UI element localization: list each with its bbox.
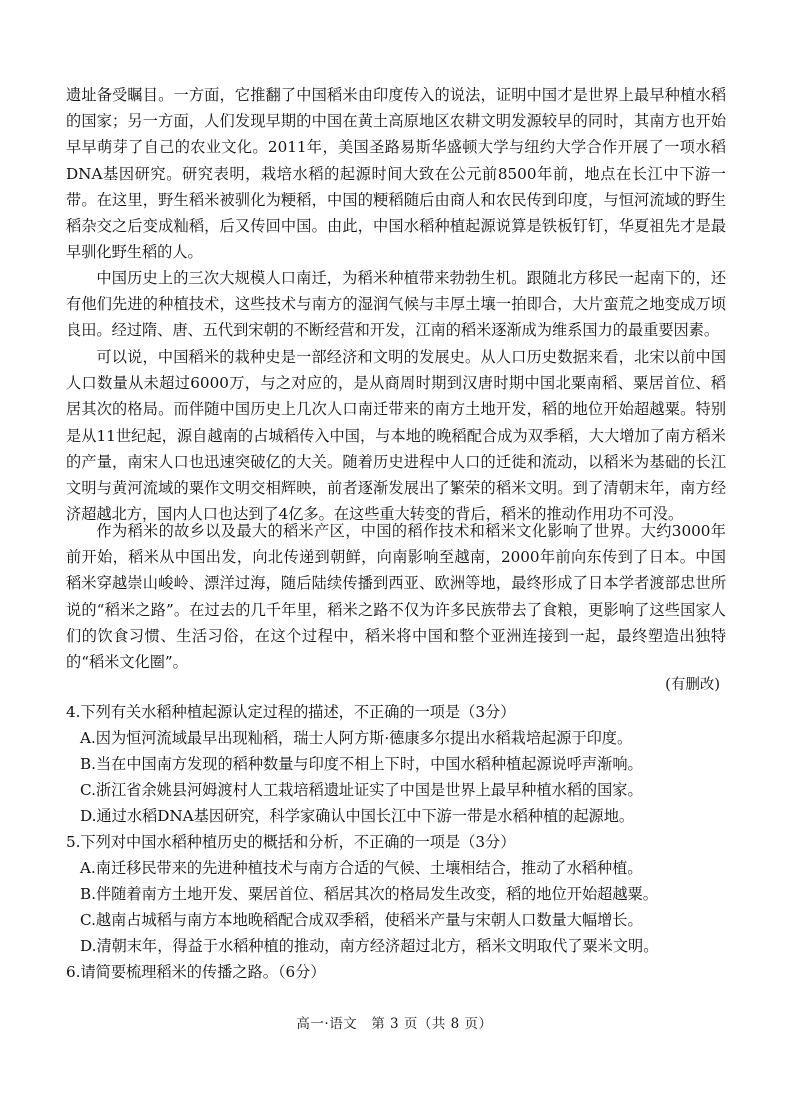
question-4-stem: 4.下列有关水稻种植起源认定过程的描述，不正确的一项是（3分） — [66, 703, 516, 721]
page-footer: 高一·语文 第 3 页（共 8 页） — [296, 1016, 493, 1032]
question-5-option-a: A.南迁移民带来的先进种植技术与南方合适的气候、土壤相结合，推动了水稻种植。 — [80, 859, 643, 877]
passage-paragraph-2: 中国历史上的三次大规模人口南迁，为稻米种植带来勃勃生机。跟随北方移民一起南下的，还有他们先进的种植技术，这些技术与南方的湿润气候与丰厚土壤一拍即合，大片蛮荒之地变成万顷良田。经过隋、唐、五代到宋朝的不断经营和开发，江南的稻米逐渐成为维系国力的最重要因素。 — [66, 269, 726, 340]
question-5-option-d: D.清朝末年，得益于水稻种植的推动，南方经济超过北方，稻米文明取代了粟米文明。 — [80, 937, 659, 955]
passage-paragraph-3: 可以说，中国稻米的栽种史是一部经济和文明的发展史。从人口历史数据来看，北宋以前中国人口数量从未超过6000万，与之对应的，是从商周时期到汉唐时期中国北粟南稻、粟居首位、稻居其次的格局。而伴随中国历史上几次人口南迁带来的南方土地开发，稻的地位开始超越粟。特别是从11世纪起，源自越南的占城稻传入中国，与本地的晚稻配合成为双季稻，大大增加了南方稻米的产量，南宋人口也迅速突破亿的大关。随着历史进程中人口的迁徙和流动，以稻米为基础的长江文明与黄河流域的粟作文明交相辉映，前者逐渐发展出了繁荣的稻米文明。到了清朝末年，南方经济超越北方，国内人口也达到了4亿多。在这些重大转变的背后，稻米的推动作用功不可没。 — [66, 348, 726, 524]
passage-paragraph-4: 作为稻米的故乡以及最大的稻米产区，中国的稻作技术和稻米文化影响了世界。大约3000年前开始，稻米从中国出发，向北传递到朝鲜，向南影响至越南，2000年前向东传到了日本。中国稻米穿越崇山峻岭、漂洋过海，随后陆续传播到西亚、欧洲等地，最终形成了日本学者渡部忠世所说的“稻米之路”。在过去的几千年里，稻米之路不仅为许多民族带去了食粮，更影响了这些国家人们的饮食习惯、生活习俗，在这个过程中，稻米将中国和整个亚洲连接到一起，最终塑造出独特的“稻米文化圈”。 — [66, 522, 726, 672]
question-4-option-d: D.通过水稻DNA基因研究，科学家确认中国长江中下游一带是水稻种植的起源地。 — [80, 807, 635, 825]
question-5-stem: 5.下列对中国水稻种植历史的概括和分析，不正确的一项是（3分） — [66, 833, 516, 851]
passage-paragraph-1: 遗址备受瞩目。一方面，它推翻了中国稻米由印度传入的说法，证明中国才是世界上最早种植水稻的国家；另一方面，人们发现早期的中国在黄土高原地区农耕文明发源较早的同时，其南方也开始早早萌芽了自己的农业文化。2011年，美国圣路易斯华盛顿大学与纽约大学合作开展了一项水稻DNA基因研究。研究表明，栽培水稻的起源时间大致在公元前8500年前，地点在长江中下游一带。在这里，野生稻米被驯化为粳稻，中国的粳稻随后由商人和农民传到印度，与恒河流域的野生稻杂交之后变成籼稻，后又传回中国。由此，中国水稻种植起源说算是铁板钉钉，华夏祖先才是最早驯化野生稻的人。 — [66, 86, 726, 262]
question-4-option-a: A.因为恒河流域最早出现籼稻，瑞士人阿方斯·德康多尔提出水稻栽培起源于印度。 — [80, 729, 633, 747]
question-4-option-c: C.浙江省余姚县河姆渡村人工栽培稻遗址证实了中国是世界上最早种植水稻的国家。 — [80, 781, 643, 799]
question-5-option-c: C.越南占城稻与南方本地晚稻配合成双季稻，使稻米产量与宋朝人口数量大幅增长。 — [80, 911, 643, 929]
question-5-option-b: B.伴随着南方土地开发、粟居首位、稻居其次的格局发生改变，稻的地位开始超越粟。 — [80, 885, 658, 903]
source-note: (有删改) — [665, 677, 720, 693]
question-4-option-b: B.当在中国南方发现的稻种数量与印度不相上下时，中国水稻种植起源说呼声渐响。 — [80, 755, 643, 773]
question-6-stem: 6.请简要梳理稻米的传播之路。（6分） — [66, 963, 326, 981]
